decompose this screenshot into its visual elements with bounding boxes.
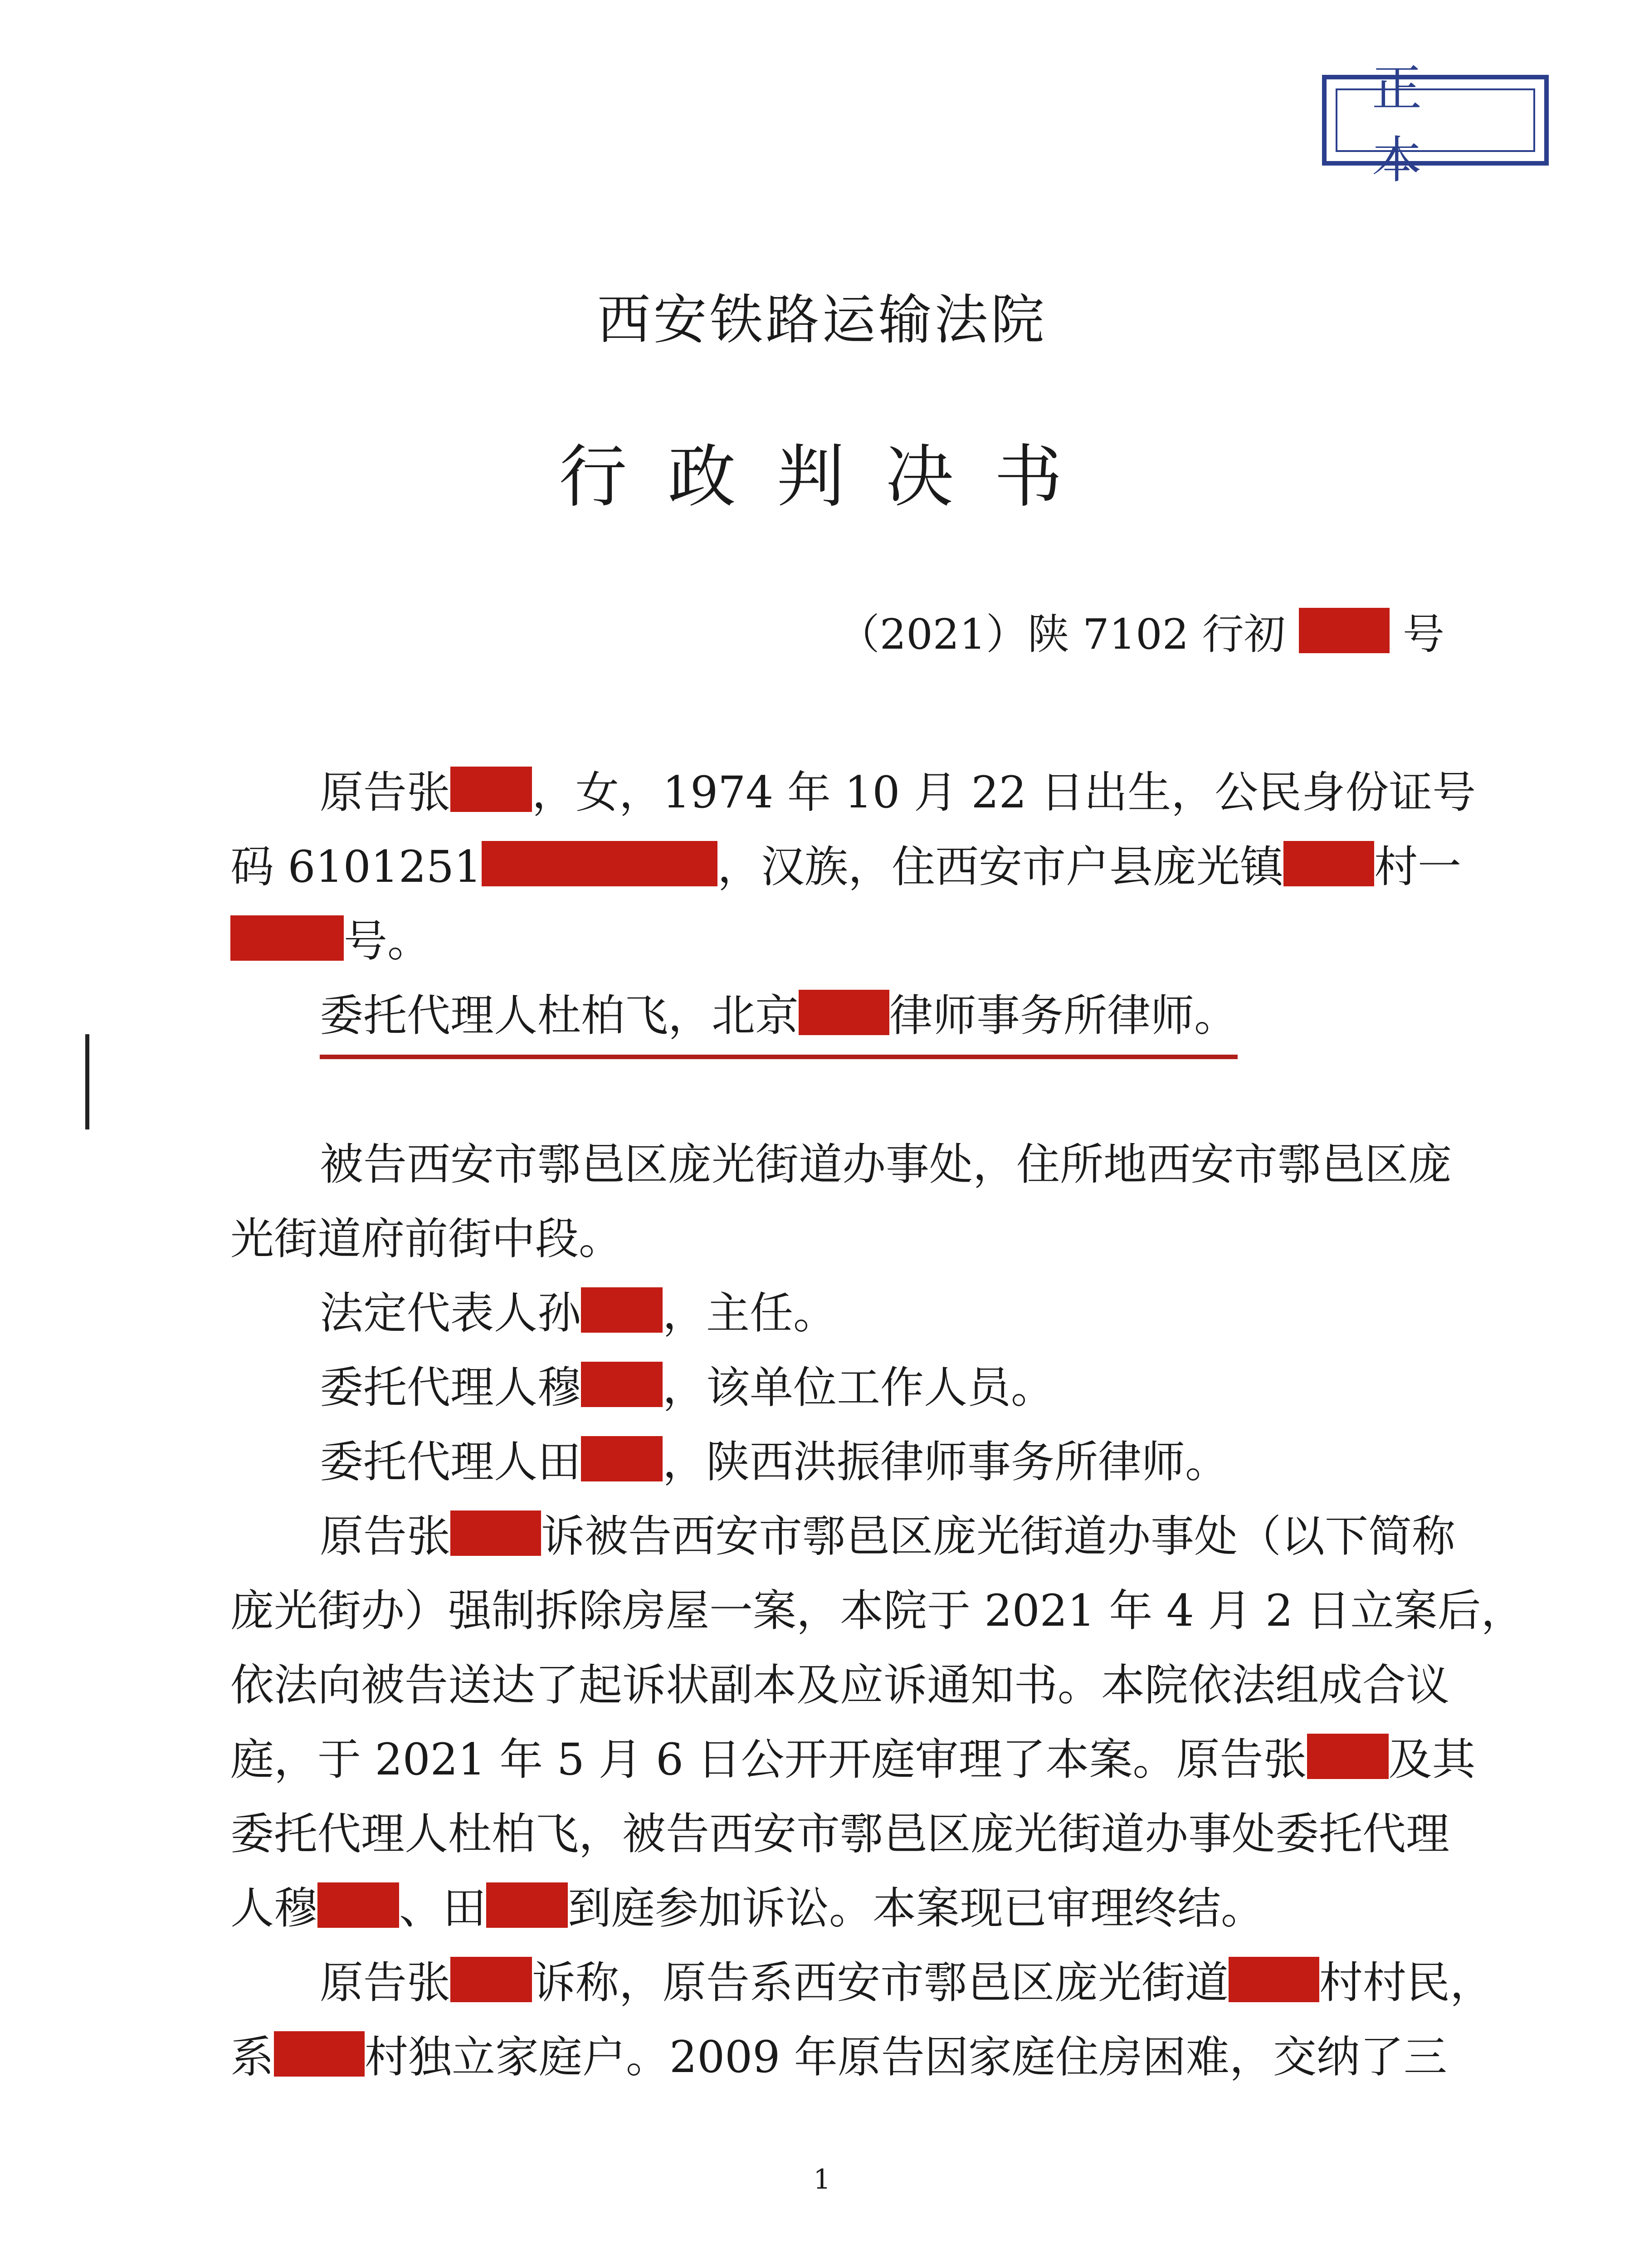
text-span: 到庭参加诉讼。本案现已审理终结。 <box>568 1883 1264 1934</box>
text-span: ，主任。 <box>663 1288 837 1339</box>
court-name: 西安铁路运输法院 <box>597 288 1047 351</box>
text-span: 庭，于 2021 年 5 月 6 日公开开庭审理了本案。原告张 <box>230 1734 1307 1785</box>
text-span: 、田 <box>399 1883 486 1934</box>
text-span: 系 <box>230 2032 274 2082</box>
redaction-block <box>1299 608 1390 653</box>
legal-representative-line <box>320 1276 1531 1350</box>
text-span: 诉被告西安市鄠邑区庞光街道办事处（以下简称 <box>541 1511 1455 1562</box>
procedure-line-6 <box>230 1871 1441 1945</box>
text-span: 码 6101251 <box>230 841 482 892</box>
red-underline <box>320 978 1238 1059</box>
defendant-line-1: 被告西安市鄠邑区庞光街道办事处，住所地西安市鄠邑区庞 <box>320 1139 1452 1190</box>
redaction-block <box>1283 841 1374 886</box>
case-number-suffix: 号 <box>1402 610 1444 659</box>
text-span: 号。 <box>344 916 431 967</box>
document-type-title: 行政判决书 <box>559 438 1103 517</box>
plaintiff-line-3 <box>230 904 1441 978</box>
original-copy-stamp <box>1322 59 1549 189</box>
claims-line-2 <box>230 2020 1447 2094</box>
text-span: 原告张 <box>320 1511 450 1562</box>
text-span: 村一 <box>1374 841 1462 892</box>
text-span: 委托代理人田 <box>320 1437 581 1487</box>
procedure-line-5: 委托代理人杜柏飞，被告西安市鄠邑区庞光街道办事处委托代理 <box>230 1809 1449 1859</box>
redaction-block <box>581 1287 663 1333</box>
procedure-line-3: 依法向被告送达了起诉状副本及应诉通知书。本院依法组成合议 <box>230 1660 1449 1711</box>
redaction-block <box>450 1957 532 2002</box>
redaction-block <box>1307 1734 1389 1779</box>
text-span: 律师事务所律师。 <box>889 990 1238 1041</box>
redaction-block <box>1229 1957 1319 2002</box>
text-span: 原告张 <box>320 1957 450 2008</box>
redaction-block <box>230 915 344 961</box>
claims-line-1 <box>320 1945 1531 2020</box>
redaction-block <box>581 1362 663 1407</box>
case-number <box>838 601 1444 661</box>
page-number: 1 <box>813 2164 831 2195</box>
text-span: 委托代理人杜柏飞，北京 <box>320 990 799 1041</box>
text-span: 村独立家庭户。2009 年原告因家庭住房困难，交纳了三 <box>365 2032 1447 2082</box>
procedure-line-1 <box>320 1499 1531 1574</box>
plaintiff-line-1 <box>320 755 1531 830</box>
text-span: 人穆 <box>230 1883 317 1934</box>
redaction-block <box>581 1436 663 1481</box>
defendant-agent-1-line <box>320 1350 1531 1425</box>
text-span: 及其 <box>1388 1734 1476 1785</box>
redaction-block <box>317 1882 399 1928</box>
text-span: 委托代理人穆 <box>320 1362 581 1413</box>
text-span: ，汉族，住西安市户县庞光镇 <box>717 841 1284 892</box>
defendant-line-2: 光街道府前街中段。 <box>230 1213 622 1264</box>
text-span: 原告张 <box>320 767 450 818</box>
case-number-prefix: （2021）陕 7102 行初 <box>838 610 1286 659</box>
redaction-block <box>799 990 889 1035</box>
text-span: ，女，1974 年 10 月 22 日出生，公民身份证号 <box>532 767 1476 818</box>
procedure-line-2: 庞光街办）强制拆除房屋一案，本院于 2021 年 4 月 2 日立案后， <box>230 1585 1525 1636</box>
redaction-block <box>450 1510 541 1556</box>
procedure-line-4 <box>230 1722 1476 1797</box>
text-span: ，陕西洪振律师事务所律师。 <box>663 1437 1229 1487</box>
redaction-block <box>486 1882 568 1928</box>
redaction-block <box>482 841 717 886</box>
text-span: 诉称，原告系西安市鄠邑区庞光街道 <box>532 1957 1229 2008</box>
stamp-inner-border <box>1336 88 1535 152</box>
plaintiff-line-2 <box>230 830 1462 904</box>
text-span: 村村民， <box>1319 1957 1493 2008</box>
redaction-block <box>274 2031 365 2077</box>
defendant-agent-2-line <box>320 1425 1531 1499</box>
redaction-block <box>450 767 532 812</box>
text-span: 法定代表人孙 <box>320 1288 581 1339</box>
plaintiff-agent-line <box>320 978 1531 1059</box>
margin-pen-mark <box>85 1034 89 1129</box>
text-span: ，该单位工作人员。 <box>663 1362 1054 1413</box>
stamp-text: 正本 <box>1372 59 1472 189</box>
